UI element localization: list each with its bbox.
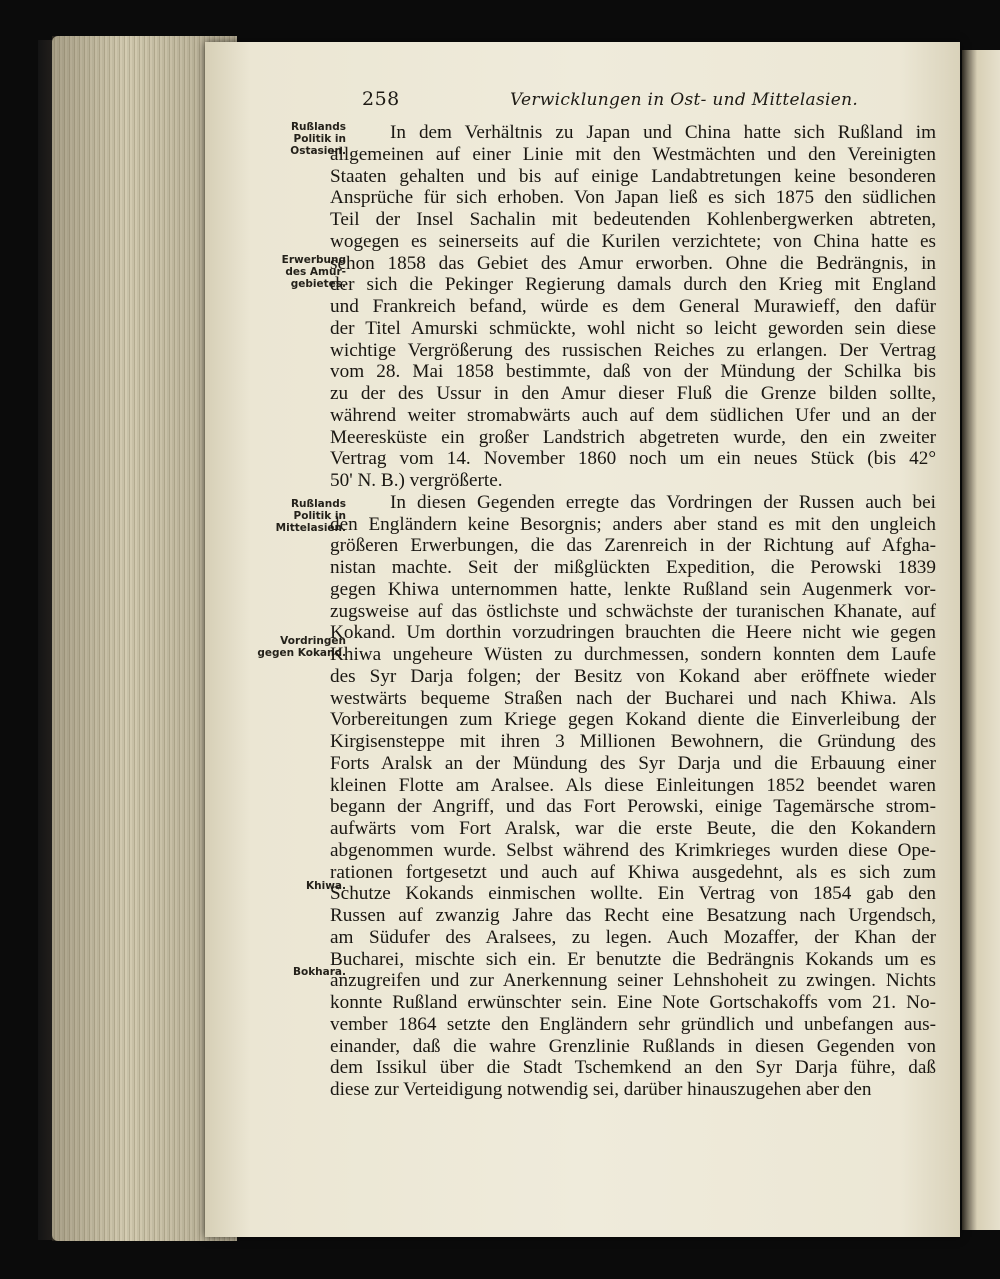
text-line: schon 1858 das Gebiet des Amur erworben. Ohne die Bedrängnis, in (330, 252, 936, 274)
text-line: einander, daß die wahre Grenzlinie Rußlands in diesen Gegenden von (330, 1035, 936, 1057)
margin-note-bokhara: Bokhara. (292, 966, 346, 978)
text-line: dem Issikul über die Stadt Tschemkend an den Syr Darja führe, daß (330, 1057, 936, 1079)
text-line: rationen fortgesetzt und auch auf Khiwa ausgedehnt, als es sich zum (330, 861, 936, 883)
text-line: Russen auf zwanzig Jahre das Recht eine Besatzung nach Urgendsch, (330, 905, 936, 926)
margin-note-kokand: Vordringen gegen Kokand. (257, 635, 346, 659)
text-line: abgenommen wurde. Selbst während des Krimkrieges wurden diese Ope- (330, 839, 936, 861)
text-line: diese zur Verteidigung notwendig sei, darüber hinauszugehen aber den (330, 1079, 872, 1100)
text-line: am Südufer des Aralsees, zu legen. Auch Mozaffer, der Khan der (330, 926, 936, 948)
text-line: Khiwa ungeheure Wüsten zu durchmessen, sondern konnten dem Laufe (330, 644, 936, 665)
text-line: konnte Rußland erwünschter sein. Eine Note Gortschakoffs vom 21. No- (330, 992, 936, 1013)
facing-page-edge (962, 50, 1000, 1230)
text-line: Ansprüche für sich erhoben. Von Japan ließ es sich 1875 den südlichen (330, 187, 936, 209)
text-line: Bucharei, mischte sich ein. Er benutzte die Bedrängnis Kokands um es (330, 948, 936, 970)
text-line: und Frankreich befand, würde es dem General Murawieff, den dafür (330, 296, 936, 317)
text-line: den Engländern keine Besorgnis; anders aber stand es mit den ungleich (330, 513, 936, 535)
text-line: Staaten gehalten und bis auf einige Landabtretungen keine besonderen (330, 165, 936, 187)
margin-note-mittelasien: Rußlands Politik in Mittelasien. (275, 498, 346, 534)
text-line: Kirgisensteppe mit ihren 3 Millionen Bewohnern, die Gründung des (330, 731, 936, 752)
text-line: zu der des Ussur in den Amur dieser Fluß die Grenze bilden sollte, (330, 383, 936, 404)
text-line: Meeresküste ein großer Landstrich abgetreten wurde, den ein zweiter (330, 426, 936, 448)
text-line: Forts Aralsk an der Mündung des Syr Darja und die Erbauung einer (330, 752, 936, 774)
text-line: allgemeinen auf einer Linie mit den Westmächten und den Vereinigten (330, 143, 936, 165)
running-head (362, 88, 859, 112)
margin-note-khiwa: Khiwa. (306, 880, 346, 892)
text-line: gegen Khiwa unternommen hatte, lenkte Rußland sein Augenmerk vor- (330, 578, 936, 600)
text-line: Schutze Kokands einmischen wollte. Ein Vertrag von 1854 gab den (330, 883, 936, 905)
text-line: anzugreifen und zur Anerkennung seiner Lehnshoheit zu zwingen. Nichts (330, 970, 936, 992)
text-line: zugsweise auf das östlichste und schwächste der turanischen Khanate, auf (330, 600, 936, 622)
text-line: 50' N. B.) vergrößerte. (330, 470, 503, 491)
margin-note-amur: Erwerbung des Amur- gebietes. (281, 254, 346, 290)
text-line: wichtige Vergrößerung des russischen Reiches zu erlangen. Der Vertrag (330, 339, 936, 361)
text-line: In dem Verhältnis zu Japan und China hatte sich Rußland im (390, 122, 936, 143)
running-title: Verwicklungen in Ost- und Mittelasien. (510, 90, 859, 110)
text-line: Teil der Insel Sachalin mit bedeutenden Kohlenbergwerken abtreten, (330, 209, 936, 230)
text-line: wogegen es seinerseits auf die Kurilen verzichtete; von China hatte es (330, 230, 936, 252)
text-line: vom 28. Mai 1858 bestimmte, daß von der Mündung der Schilka bis (330, 361, 936, 383)
text-line: aufwärts vom Fort Aralsk, war die erste Beute, die den Kokandern (330, 818, 936, 839)
text-line: während weiter stromabwärts auch auf dem südlichen Ufer und an der (330, 404, 936, 426)
text-line: nistan machte. Seit der mißglückten Expedition, die Perowski 1839 (330, 557, 936, 578)
margin-note-ostasien: Rußlands Politik in Ostasien. (290, 121, 346, 157)
text-line: der sich die Pekinger Regierung damals durch den Krieg mit England (330, 274, 936, 296)
text-line: größeren Erwerbungen, die das Zarenreich in der Richtung auf Afgha- (330, 535, 936, 557)
text-line: Vertrag vom 14. November 1860 noch um ein neues Stück (bis 42° (330, 448, 936, 470)
text-line: begann der Angriff, und das Fort Perowski, einige Tagemärsche strom- (330, 796, 936, 818)
page-number: 258 (362, 88, 400, 110)
text-line: Kokand. Um dorthin vorzudringen brauchten die Heere nicht wie gegen (330, 622, 936, 644)
text-line: Vorbereitungen zum Kriege gegen Kokand diente die Einverleibung der (330, 709, 936, 731)
text-line: In diesen Gegenden erregte das Vordringen der Russen auch bei (390, 491, 936, 513)
text-line: der Titel Amurski schmückte, wohl nicht so leicht geworden sein diese (330, 317, 936, 339)
text-line: des Syr Darja folgen; der Besitz von Kokand aber eröffnete wieder (330, 665, 936, 687)
text-line: westwärts bequeme Straßen nach der Bucharei und nach Khiwa. Als (330, 687, 936, 709)
text-line: kleinen Flotte am Aralsee. Als diese Einleitungen 1852 beendet waren (330, 774, 936, 796)
text-line: vember 1864 setzte den Engländern sehr gründlich und unbefangen aus- (330, 1013, 936, 1035)
